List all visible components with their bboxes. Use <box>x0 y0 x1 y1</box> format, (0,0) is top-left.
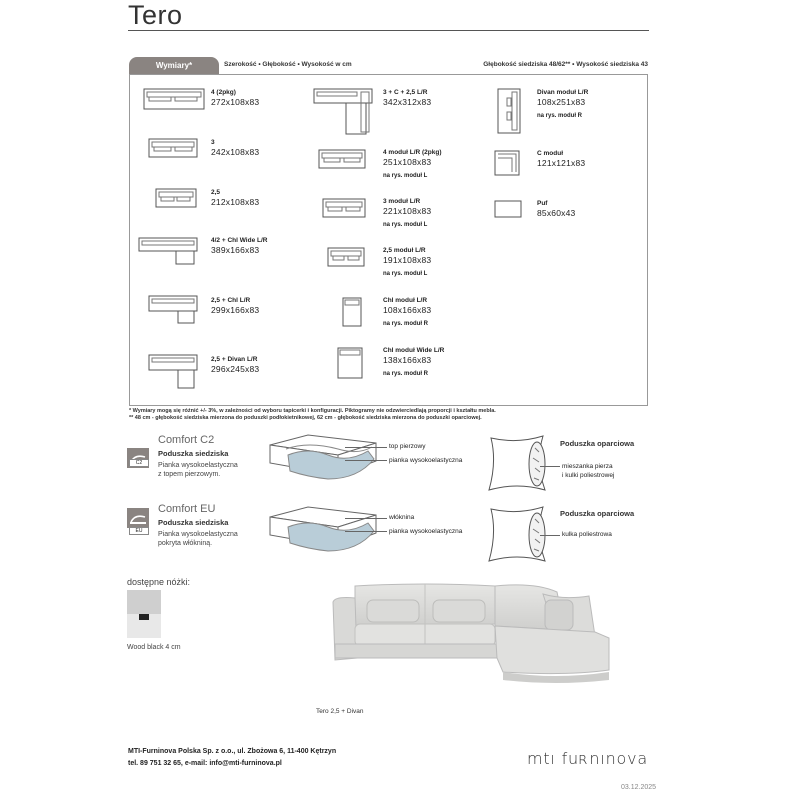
comfort-c2-desc: Pianka wysokoelastyczna z topem pierzowym. <box>158 462 238 478</box>
comfort-c2-title: Comfort C2 <box>158 434 215 446</box>
company-address: MTI-Furninova Polska Sp. z o.o., ul. Zbożowa 6, 11-400 Kętrzyn tel. 89 751 32 65, e-mail: info@mti-furninova.pl <box>128 748 337 767</box>
comfort-eu-title: Comfort EU <box>158 503 216 515</box>
item-25-divan: 2,5 + Divan L/R 296x245x83 <box>211 356 260 374</box>
sofa-42-chl-wide-pictogram <box>138 237 198 265</box>
leader-line <box>345 518 387 519</box>
back-cushion-eu-illustration <box>485 503 551 565</box>
module-chl-wide-pictogram <box>337 347 363 379</box>
dimensions-tab: Wymiary* <box>129 57 219 74</box>
sofa-25-chl-pictogram <box>148 295 198 325</box>
c2-layer-bottom: pianka wysokoelastyczna <box>389 457 463 464</box>
leader-line <box>345 531 387 532</box>
item-module-c: C moduł 121x121x83 <box>537 150 586 168</box>
item-module-divan: Divan moduł L/R 108x251x83 na rys. moduł R <box>537 89 589 119</box>
item-25: 2,5 212x108x83 <box>211 189 260 207</box>
item-pouf: Puf 85x60x43 <box>537 200 576 218</box>
sofa-3-pictogram <box>148 138 198 158</box>
leader-line <box>345 447 387 448</box>
leader-line <box>540 535 560 536</box>
c2-back-fill: mieszanka pierza i kulki poliestrowej <box>562 463 615 479</box>
legs-label: Wood black 4 cm <box>127 644 181 651</box>
sofa-3c25-pictogram <box>313 88 373 136</box>
eu-layer-bottom: pianka wysokoelastyczna <box>389 528 463 535</box>
seat-cushion-c2-illustration <box>268 433 378 485</box>
photo-caption: Tero 2,5 + Divan <box>316 708 364 715</box>
module-4-pictogram <box>318 149 366 169</box>
item-25-chl: 2,5 + Chl L/R 299x166x83 <box>211 297 260 315</box>
seat-info-label: Głębokość siedziska 48/62** • Wysokość siedziska 43 <box>483 61 648 68</box>
comfort-eu-desc: Pianka wysokoelastyczna pokryta włókniną. <box>158 531 238 547</box>
page-title: Tero <box>128 0 183 30</box>
item-module-25: 2,5 moduł L/R 191x108x83 na rys. moduł L <box>383 247 432 277</box>
comfort-eu-icon <box>127 508 149 528</box>
title-divider <box>128 30 649 31</box>
sofa-25-pictogram <box>155 188 197 208</box>
sofa-25-divan-pictogram <box>148 354 198 390</box>
module-chl-pictogram <box>342 297 362 327</box>
module-c-pictogram <box>494 150 520 176</box>
comfort-c2-subtitle: Poduszka siedziska <box>158 449 229 458</box>
eu-back-title: Poduszka oparciowa <box>560 509 635 518</box>
c2-layer-top: top pierzowy <box>389 443 426 450</box>
item-module-3: 3 moduł L/R 221x108x83 na rys. moduł L <box>383 198 432 228</box>
dimensions-units-label: Szerokość • Głębokość • Wysokość w cm <box>224 61 352 68</box>
comfort-c2-badge: C2 <box>129 459 149 467</box>
footnote-1: * Wymiary mogą się różnić +/- 3%, w zależności od wyboru tapicerki i konfiguracji. Piktogramy nie odzwierciedlają proporcji i kształtu mebla. <box>129 408 496 414</box>
eu-layer-top: włóknina <box>389 514 415 521</box>
item-module-chl-wide: Chl moduł Wide L/R 138x166x83 na rys. moduł R <box>383 347 445 377</box>
item-3: 3 242x108x83 <box>211 139 260 157</box>
module-25-pictogram <box>327 247 365 267</box>
footnotes <box>129 408 649 422</box>
sofa-photo <box>325 580 620 690</box>
item-4: 4 (2pkg) 272x108x83 <box>211 89 260 107</box>
pouf-pictogram <box>494 200 522 218</box>
footnote-2: ** 48 cm - głębokość siedziska mierzona do poduszki podłokietnikowej, 62 cm - głębokość siedziska mierzona do poduszki oparciowej. <box>129 415 482 421</box>
module-3-pictogram <box>322 198 366 218</box>
sofa-4-pictogram <box>143 88 205 110</box>
eu-back-fill: kulka poliestrowa <box>562 531 612 538</box>
comfort-eu-badge: EU <box>129 527 149 535</box>
item-module-4: 4 moduł L/R (2pkg) 251x108x83 na rys. moduł L <box>383 149 442 179</box>
back-cushion-c2-illustration <box>485 432 551 494</box>
leg-wood-black-image <box>127 590 161 638</box>
leader-line <box>345 460 387 461</box>
c2-back-title: Poduszka oparciowa <box>560 439 635 448</box>
leader-line <box>540 466 560 467</box>
comfort-eu-subtitle: Poduszka siedziska <box>158 518 229 527</box>
document-date: 03.12.2025 <box>621 784 657 791</box>
item-42-chl-wide: 4/2 + Chl Wide L/R 389x166x83 <box>211 237 268 255</box>
item-3c25: 3 + C + 2,5 L/R 342x312x83 <box>383 89 432 107</box>
item-module-chl: Chl moduł L/R 108x166x83 na rys. moduł R <box>383 297 432 327</box>
module-divan-pictogram <box>497 88 521 134</box>
legs-title: dostępne nóżki: <box>127 577 191 587</box>
brand-logo: mtı fuʀnınova <box>527 749 648 768</box>
